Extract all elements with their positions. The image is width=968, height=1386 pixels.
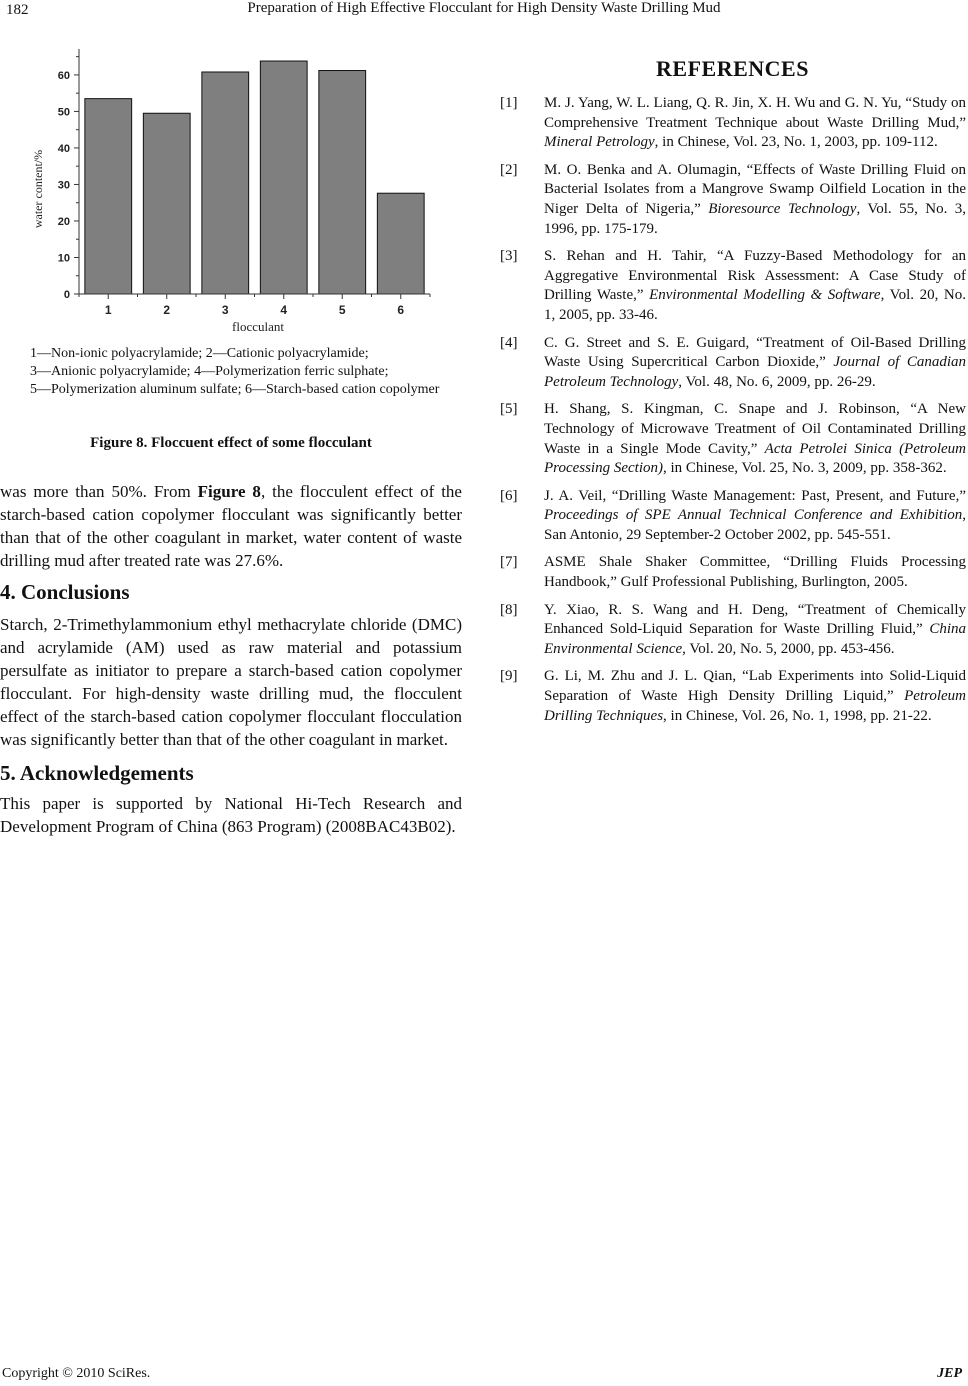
reference-item (500, 247, 966, 325)
reference-number: [8] (500, 601, 518, 618)
reference-item (500, 667, 966, 726)
reference-text: G. Li, M. Zhu and J. L. Qian, “Lab Experiments into Solid-Liquid Separation of Waste High Density Drilling Liquid,” Petroleum Drilling Techniques, in Chinese, Vol. 26, No. 1, 1998, pp. 21-22. (544, 668, 966, 724)
reference-text: Y. Xiao, R. S. Wang and H. Deng, “Treatment of Chemically Enhanced Sold-Liquid Separation for Waste Drilling Fluid,” China Environmental Science, Vol. 20, No. 5, 2000, pp. 453-456. (544, 601, 966, 657)
copyright-notice: Copyright © 2010 SciRes. (2, 1366, 151, 1381)
reference-item (500, 161, 966, 239)
reference-text: S. Rehan and H. Tahir, “A Fuzzy-Based Methodology for an Aggregative Environmental Risk Assessment: A Case Study of Drilling Waste,” Environmental Modelling & Software, Vol. 20, No. 1, 2005, pp. 33-46. (544, 248, 966, 323)
y-tick-label: 20 (57, 215, 70, 228)
legend-line: 1—Non-ionic polyacrylamide; 2—Cationic polyacrylamide; (30, 346, 369, 361)
bar-chart (20, 45, 465, 345)
y-tick-label: 50 (57, 106, 70, 119)
y-axis (58, 49, 79, 301)
bar-chart-svg (20, 45, 465, 345)
acknowledgements-heading: 5. Acknowledgements (0, 761, 194, 785)
acknowledgements-paragraph: This paper is supported by National Hi-Tech Research and Development Program of China (863 Program) (2008BAC43B02). (0, 794, 462, 836)
references-title: REFERENCES (656, 56, 809, 81)
reference-text: ASME Shale Shaker Committee, “Drilling Fluids Processing Handbook,” Gulf Professional Publishing, Burlington, 2005. (544, 554, 966, 591)
reference-number: [3] (500, 248, 518, 265)
body-text: , the flocculent effect of the starch-based cation copolymer flocculant was significantly better than that of the other coagulant in market, water content of waste drilling mud after treated rate was 27.6%. (0, 482, 462, 570)
bar (143, 113, 190, 294)
reference-text: M. J. Yang, W. L. Liang, Q. R. Jin, X. H. Wu and G. N. Yu, “Study on Comprehensive Treatment Technique about Waste Drilling Mud,” Mineral Petrology, in Chinese, Vol. 23, No. 1, 2003, pp. 109-112. (544, 95, 966, 151)
x-tick-label: 5 (338, 303, 346, 317)
reference-number: [4] (500, 334, 518, 351)
references-list (500, 94, 966, 734)
x-tick-label: 4 (280, 303, 288, 317)
y-tick-label: 40 (57, 142, 70, 155)
reference-item (500, 400, 966, 478)
figure-reference: Figure 8 (197, 482, 261, 501)
x-tick-label: 2 (163, 303, 171, 317)
page-number: 182 (6, 2, 29, 18)
bar (85, 99, 132, 294)
bar (319, 71, 366, 294)
reference-text: J. A. Veil, “Drilling Waste Management: Past, Present, and Future,” Proceedings of SPE Annual Technical Conference and Exhibition, San Antonio, 29 September-2 October 2002, pp. 545-551. (544, 487, 966, 543)
left-column (0, 480, 462, 838)
reference-number: [9] (500, 668, 518, 685)
page-header (0, 0, 968, 30)
x-axis (79, 294, 430, 317)
reference-number: [5] (500, 401, 518, 418)
bar (202, 72, 249, 294)
y-tick-label: 0 (63, 289, 70, 301)
body-text: was more than 50%. From (0, 482, 198, 501)
y-tick-label: 30 (57, 179, 70, 192)
reference-text: H. Shang, S. Kingman, C. Snape and J. Robinson, “A New Technology of Microwave Treatment of Oil Contaminated Drilling Waste in a Single Mode Cavity,” Acta Petrolei Sinica (Petroleum Processing Section), in Chinese, Vol. 25, No. 3, 2009, pp. 358-362. (544, 401, 966, 477)
reference-number: [2] (500, 161, 518, 178)
journal-abbreviation: JEP (937, 1366, 962, 1381)
y-tick-label: 10 (57, 252, 70, 265)
bars (85, 61, 424, 294)
legend-line: 3—Anionic polyacrylamide; 4—Polymerization ferric sulphate; (30, 364, 389, 379)
reference-item (500, 553, 966, 592)
figure-legend (30, 345, 450, 399)
bar (377, 193, 424, 294)
reference-item (500, 487, 966, 546)
y-axis-label: water content/% (31, 149, 45, 229)
reference-item (500, 94, 966, 153)
reference-text: M. O. Benka and A. Olumagin, “Effects of Waste Drilling Fluid on Bacterial Isolates from a Mangrove Swamp Oilfield Location in the Niger Delta of Nigeria,” Bioresource Technology, Vol. 55, No. 3, 1996, pp. 175-179. (544, 161, 966, 237)
y-tick-label: 60 (57, 69, 70, 82)
reference-item (500, 601, 966, 660)
reference-number: [6] (500, 487, 518, 504)
bar (260, 61, 307, 294)
reference-number: [7] (500, 554, 518, 571)
running-title: Preparation of High Effective Flocculant for High Density Waste Drilling Mud (247, 0, 721, 16)
x-tick-label: 6 (397, 303, 405, 317)
reference-item (500, 334, 966, 393)
x-tick-label: 3 (221, 303, 229, 317)
reference-number: [1] (500, 95, 518, 111)
x-axis-label: flocculant (232, 319, 284, 334)
x-tick-label: 1 (104, 303, 112, 317)
conclusions-heading: 4. Conclusions (0, 580, 130, 604)
reference-text: C. G. Street and S. E. Guigard, “Treatment of Oil-Based Drilling Waste Using Supercritical Carbon Dioxide,” Journal of Canadian Petroleum Technology, Vol. 48, No. 6, 2009, pp. 26-29. (544, 334, 966, 390)
figure-caption: Figure 8. Floccuent effect of some flocculant (90, 435, 372, 451)
conclusions-paragraph: Starch, 2-Trimethylammonium ethyl methacrylate chloride (DMC) and acrylamide (AM) used as raw material and potassium persulfate as initiator to prepare a starch-based cation copolymer flocculant. For high-density waste drilling mud, the flocculent effect of the starch-based cation copolymer flocculant flocculation was significantly better than that of the other coagulant in market. (0, 615, 462, 749)
legend-line: 5—Polymerization aluminum sulfate; 6—Starch-based cation copolymer (30, 382, 440, 397)
body-paragraph (0, 480, 462, 572)
